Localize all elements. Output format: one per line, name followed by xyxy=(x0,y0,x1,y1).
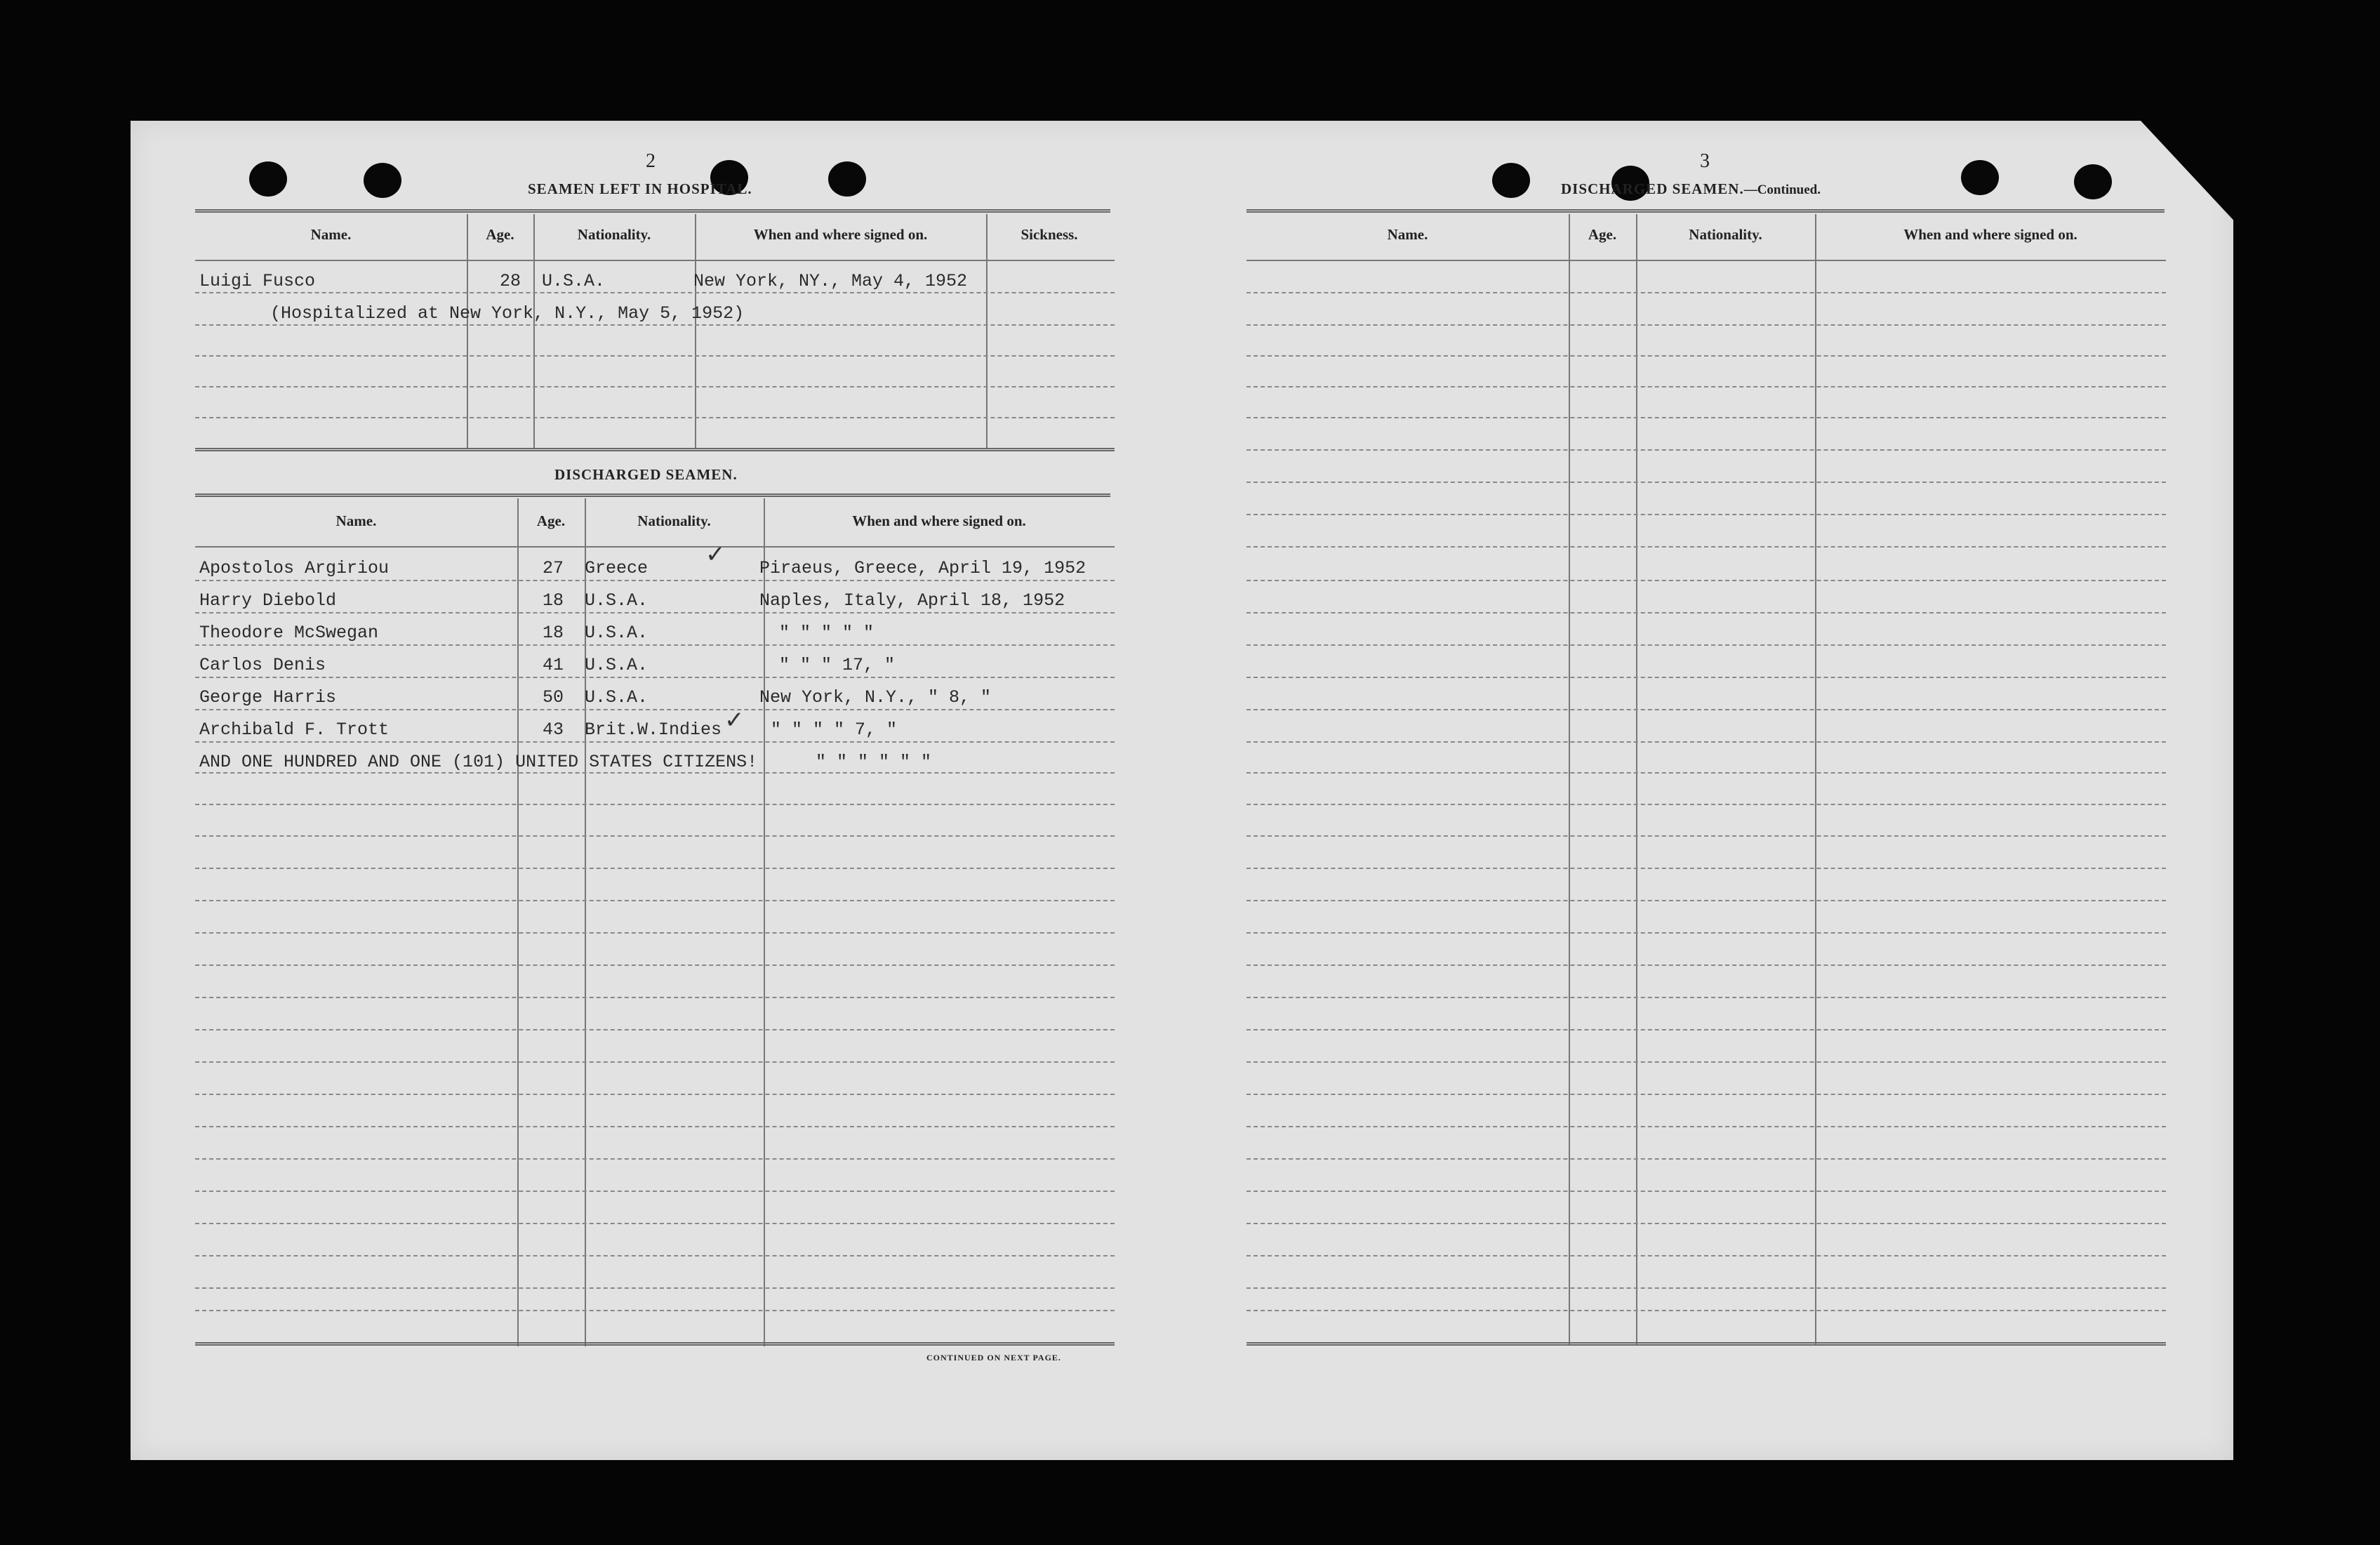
right-col-nationality: Nationality. xyxy=(1689,226,1762,243)
discharged-row-name: Archibald F. Trott xyxy=(199,720,390,740)
hospital-section-title: SEAMEN LEFT IN HOSPITAL. xyxy=(528,180,752,197)
right-col-age: Age. xyxy=(1588,226,1617,243)
hospital-col-age: Age. xyxy=(486,226,514,243)
discharged-col-nationality: Nationality. xyxy=(637,512,711,529)
punch-hole xyxy=(249,161,287,197)
right-title-main: DISCHARGED SEAMEN. xyxy=(1561,180,1744,197)
discharged-row-signed-on: " " " " " xyxy=(779,623,875,643)
discharged-row-age: 18 xyxy=(543,623,564,643)
continued-footer: CONTINUED ON NEXT PAGE. xyxy=(926,1353,1061,1362)
discharged-row-signed-on: Naples, Italy, April 18, 1952 xyxy=(759,590,1065,611)
discharged-row-signed-on: Piraeus, Greece, April 19, 1952 xyxy=(759,558,1086,578)
page-number-left: 2 xyxy=(646,150,656,172)
punch-hole xyxy=(364,163,401,198)
discharged-row-nationality: Brit.W.Indies xyxy=(585,720,722,740)
discharged-row-nationality: U.S.A. xyxy=(585,623,649,643)
discharged-row-nationality: U.S.A. xyxy=(585,687,649,708)
discharged-row-name: Carlos Denis xyxy=(199,655,326,675)
punch-hole xyxy=(1961,160,1999,195)
discharged-summary: AND ONE HUNDRED AND ONE (101) UNITED STATES CITIZENS! xyxy=(199,752,758,772)
discharged-row-name: Apostolos Argiriou xyxy=(199,558,390,578)
hospital-row-age: 28 xyxy=(500,271,521,291)
hospital-row-name: Luigi Fusco xyxy=(199,271,316,291)
discharged-row-age: 27 xyxy=(543,558,564,578)
hospital-note: (Hospitalized at New York, N.Y., May 5, 1952) xyxy=(270,303,745,324)
discharged-row-nationality: Greece xyxy=(585,558,649,578)
right-section-title xyxy=(1561,180,1821,198)
right-title-suffix: —Continued. xyxy=(1743,183,1821,197)
discharged-row-age: 41 xyxy=(543,655,564,675)
discharged-row-name: Theodore McSwegan xyxy=(199,623,379,643)
checkmark-icon: ✓ xyxy=(705,541,726,569)
discharged-row-name: George Harris xyxy=(199,687,337,708)
discharged-row-signed-on: " " " " 7, " xyxy=(771,720,898,740)
right-col-name: Name. xyxy=(1387,226,1428,243)
hospital-col-nationality: Nationality. xyxy=(577,226,651,243)
punch-hole xyxy=(828,161,866,197)
hospital-row-signed-on: New York, NY., May 4, 1952 xyxy=(693,271,968,291)
page-number-right: 3 xyxy=(1700,150,1710,172)
discharged-row-signed-on: New York, N.Y., " 8, " xyxy=(759,687,992,708)
discharged-row-age: 50 xyxy=(543,687,564,708)
discharged-row-nationality: U.S.A. xyxy=(585,655,649,675)
checkmark-icon: ✓ xyxy=(724,706,745,734)
hospital-col-name: Name. xyxy=(310,226,352,243)
discharged-col-name: Name. xyxy=(335,512,377,529)
discharged-row-name: Harry Diebold xyxy=(199,590,337,611)
punch-hole xyxy=(2074,164,2112,199)
discharged-section-title: DISCHARGED SEAMEN. xyxy=(554,466,738,483)
right-col-signed-on: When and where signed on. xyxy=(1903,226,2077,243)
discharged-summary-ditto: " " " " " " xyxy=(816,752,932,772)
discharged-col-signed-on: When and where signed on. xyxy=(852,512,1026,529)
discharged-row-age: 18 xyxy=(543,590,564,611)
discharged-col-age: Age. xyxy=(536,512,566,529)
hospital-col-signed-on: When and where signed on. xyxy=(753,226,928,243)
discharged-row-signed-on: " " " 17, " xyxy=(779,655,896,675)
punch-hole xyxy=(1492,163,1530,198)
discharged-row-nationality: U.S.A. xyxy=(585,590,649,611)
hospital-row-nationality: U.S.A. xyxy=(542,271,606,291)
discharged-row-age: 43 xyxy=(543,720,564,740)
hospital-col-sickness: Sickness. xyxy=(1021,226,1078,243)
